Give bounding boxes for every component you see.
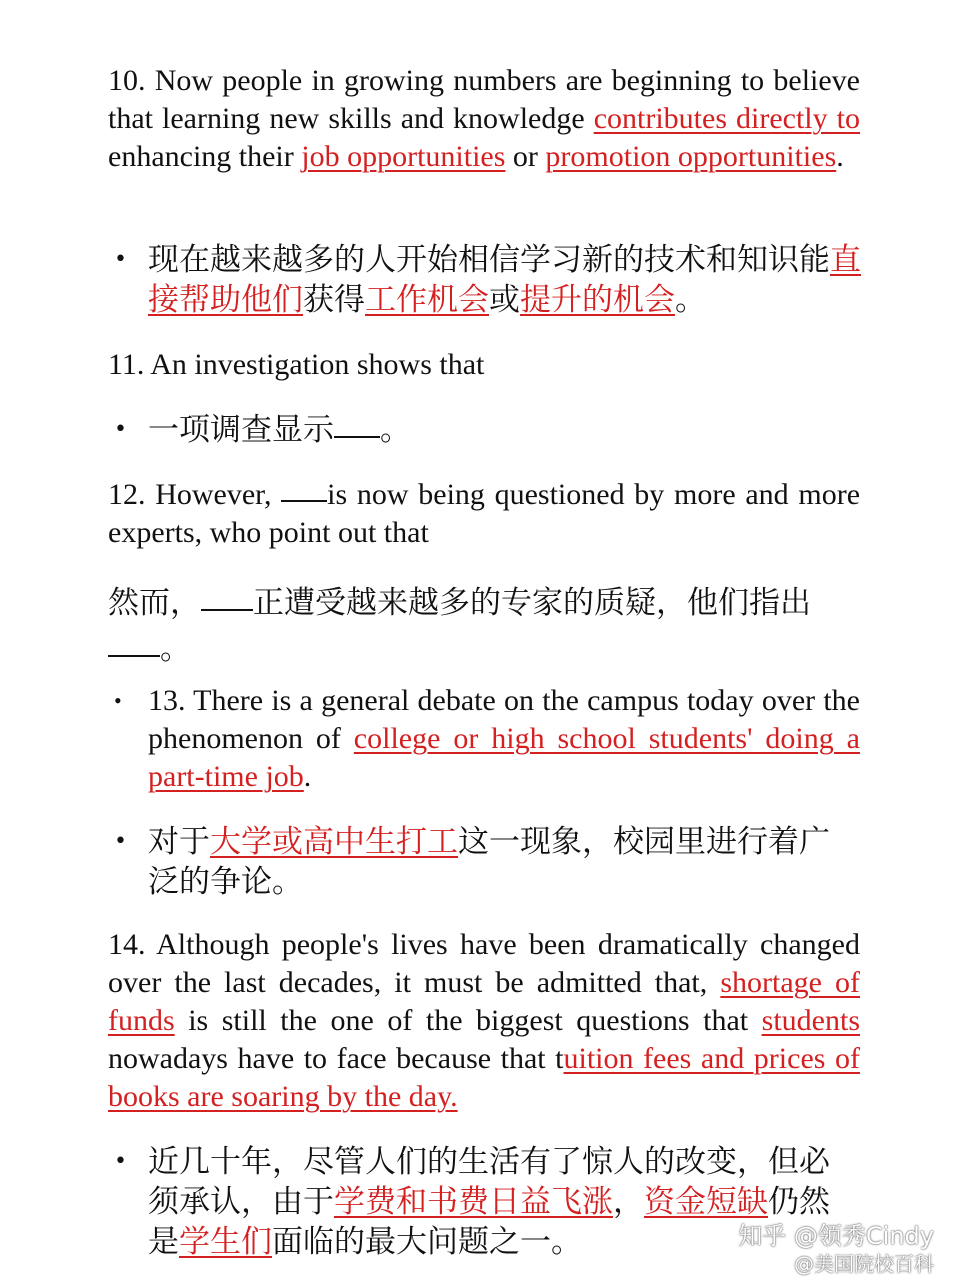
- fill-in-blank: [281, 500, 327, 502]
- highlight-students: students: [761, 1004, 860, 1037]
- highlight-zh-job-opportunity: 工作机会: [365, 282, 489, 318]
- highlight-zh-students: 学生们: [179, 1224, 272, 1260]
- sentence-12-english: 12. However, is now being questioned by more and more experts, who point out that: [108, 478, 861, 549]
- highlight-zh-tuition: 学费和书费日益飞涨: [334, 1184, 613, 1220]
- highlight-job-opportunities: job opportunities: [301, 140, 506, 173]
- highlight-zh-part-time: 大学或高中生打工: [210, 824, 458, 860]
- bullet-dot: •: [114, 417, 127, 442]
- highlight-college-students-part-time: college or high school students' doing a part-time job: [148, 722, 860, 793]
- bullet-dot: •: [114, 1149, 127, 1174]
- highlight-tuition-fees: uition fees and prices of books are soaring by the day.: [108, 1042, 860, 1113]
- watermark-zhihu: 知乎 @领秀Cindy: [738, 1222, 934, 1250]
- sentence-11-chinese: • 一项调查显示 。: [114, 412, 411, 448]
- fill-in-blank: [201, 609, 253, 611]
- highlight-zh-direct-help: 直接帮助他们: [148, 242, 861, 318]
- sentence-10-chinese: • 现在越来越多的人开始相信学习新的技术和知识能直接帮助他们获得工作机会或提升的机会。: [114, 242, 861, 318]
- bullet-dot: •: [114, 829, 127, 854]
- sentence-13-chinese: • 对于大学或高中生打工这一现象，校园里进行着广泛的争论。: [114, 824, 830, 900]
- highlight-zh-funds: 资金短缺: [644, 1184, 768, 1220]
- highlight-zh-promotion: 提升的机会: [520, 282, 675, 318]
- sentence-11-english: 11. An investigation shows that: [108, 348, 485, 381]
- sentence-14-english: 14. Although people's lives have been dramatically changed over the last decades, it must be admitted that, shortage of funds is still the one of the biggest questions that students nowadays have to face because that tuition fees and prices of books are soaring by the day.: [108, 928, 861, 1113]
- highlight-shortage-of-funds: shortage of funds: [108, 966, 861, 1037]
- sentence-12-chinese: 然而， 正遭受越来越多的专家的质疑，他们指出。: [108, 585, 811, 667]
- fill-in-blank: [108, 655, 160, 657]
- sentence-13-english: • 13. There is a general debate on the campus today over the phenomenon of college or high school students' doing a part-time job.: [114, 684, 860, 793]
- highlight-contributes-directly-to: contributes directly to: [593, 102, 860, 135]
- sentence-14-chinese: • 近几十年，尽管人们的生活有了惊人的改变，但必须承认，由于学费和书费日益飞涨，资金短缺仍然是学生们面临的最大问题之一。: [114, 1144, 830, 1260]
- bullet-dot: •: [114, 247, 127, 272]
- watermark-weibo: @美国院校百科: [794, 1252, 934, 1276]
- bullet-dot: •: [114, 688, 122, 713]
- highlight-promotion-opportunities: promotion opportunities: [545, 140, 837, 173]
- sentence-10-english: 10. Now people in growing numbers are beginning to believe that learning new skills and knowledge contributes directly to enhancing their job opportunities or promotion opportunities.: [108, 64, 860, 173]
- fill-in-blank: [334, 436, 380, 438]
